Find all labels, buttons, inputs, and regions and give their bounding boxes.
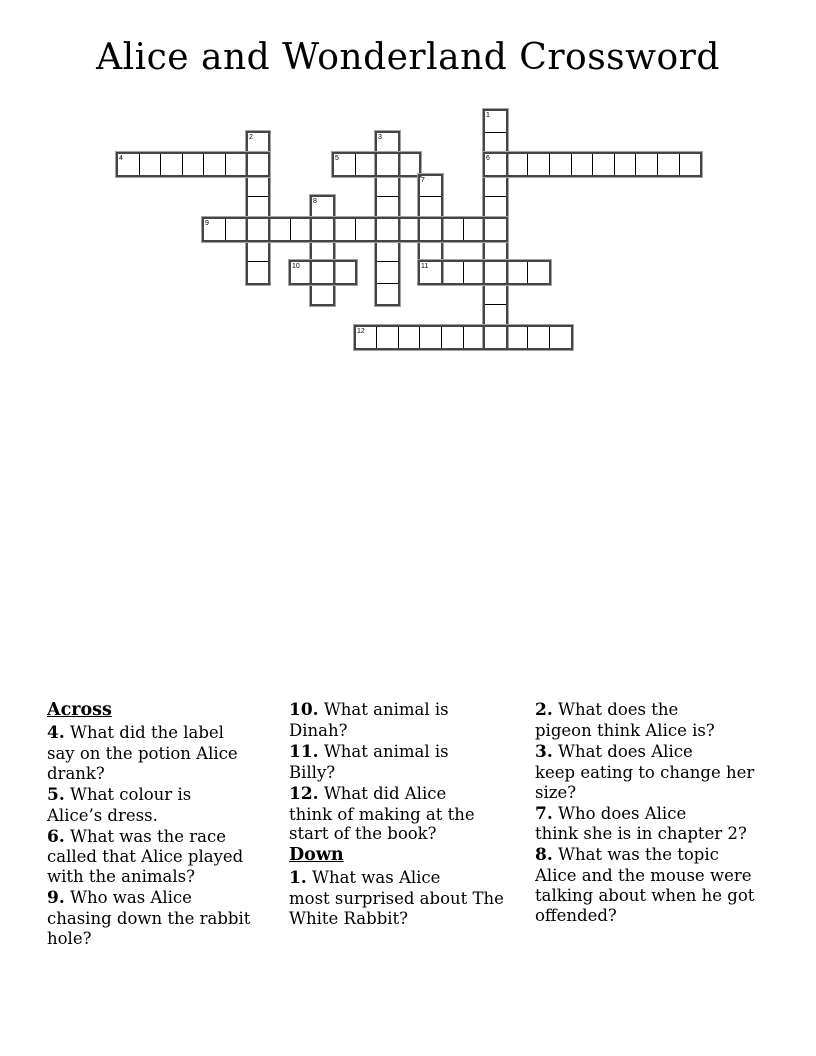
grid-cell <box>376 283 399 305</box>
cell-number: 7 <box>421 177 425 184</box>
cell-number: 8 <box>313 198 317 205</box>
grid-cell <box>549 153 572 176</box>
grid-cell <box>571 153 593 176</box>
grid-cell <box>398 153 420 176</box>
grid-cell <box>484 175 507 197</box>
clue-7: 7. Who does Alice think she is in chapter 2? <box>535 803 747 844</box>
grid-cell <box>527 326 550 349</box>
grid-cell <box>484 304 507 327</box>
grid-cell <box>376 326 399 349</box>
grid-cell <box>247 196 269 219</box>
grid-cell <box>484 240 507 262</box>
clue-11: 11. What animal is Billy? <box>289 741 449 782</box>
clue-number: 5. <box>47 784 65 805</box>
cell-number: 12 <box>357 328 365 335</box>
grid-cell <box>441 261 464 284</box>
grid-cell <box>657 153 680 176</box>
grid-cell <box>441 218 464 241</box>
clue-number: 9. <box>47 888 65 909</box>
clue-5: 5. What colour is Alice’s dress. <box>47 784 192 825</box>
cell-number: 5 <box>335 155 339 162</box>
grid-cell <box>247 240 269 262</box>
grid-cell <box>484 326 507 349</box>
grid-cell <box>225 153 248 176</box>
grid-cell <box>419 326 442 349</box>
clue-number: 7. <box>535 803 553 824</box>
grid-cell <box>376 175 399 197</box>
grid-cell <box>441 326 464 349</box>
cell-number: 10 <box>292 263 300 270</box>
clue-number: 3. <box>535 741 553 762</box>
clue-number: 1. <box>289 868 307 889</box>
grid-cell <box>419 240 442 262</box>
grid-cell <box>247 153 269 176</box>
grid-cell <box>182 153 204 176</box>
clues-column-right <box>535 700 781 927</box>
grid-cell <box>376 240 399 262</box>
grid-cell <box>376 261 399 284</box>
clue-10: 10. What animal is Dinah? <box>289 700 449 740</box>
clue-number: 2. <box>535 700 553 720</box>
puzzle-title: Alice and Wonderland Crossword <box>96 37 720 78</box>
cell-number: 6 <box>486 155 490 162</box>
grid-cell <box>376 153 399 176</box>
grid-cell <box>419 218 442 241</box>
clue-1: 1. What was Alice most surprised about The White Rabbit? <box>289 868 504 929</box>
clue-number: 12. <box>289 783 319 804</box>
grid-cell <box>484 196 507 219</box>
down-header: Down <box>289 845 344 866</box>
grid-cell <box>484 132 507 154</box>
clue-12: 12. What did Alice think of making at the start of the book? <box>289 783 475 844</box>
grid-cell <box>203 153 226 176</box>
grid-cell <box>463 261 485 284</box>
grid-cell <box>398 218 420 241</box>
grid-cell <box>311 261 334 284</box>
grid-cell <box>506 326 528 349</box>
grid-cell <box>484 283 507 305</box>
clue-2: 2. What does the pigeon think Alice is? <box>535 700 715 740</box>
cell-number: 1 <box>486 112 490 119</box>
grid-cell <box>355 153 377 176</box>
clue-8: 8. What was the topic Alice and the mouse were talking about when he got offended? <box>535 845 755 926</box>
grid-cell <box>549 326 572 349</box>
grid-cell <box>527 261 550 284</box>
grid-cell <box>419 196 442 219</box>
clue-number: 11. <box>289 741 319 762</box>
grid-cell <box>225 218 248 241</box>
grid-cell <box>160 153 183 176</box>
grid-cell <box>463 326 485 349</box>
clue-number: 4. <box>47 723 65 743</box>
grid-cell <box>463 218 485 241</box>
grid-cell <box>679 153 701 176</box>
grid-cell <box>635 153 658 176</box>
clue-number: 8. <box>535 845 553 866</box>
grid-cell <box>506 261 528 284</box>
grid-cell <box>484 261 507 284</box>
grid-cell <box>376 196 399 219</box>
grid-cell <box>484 218 507 241</box>
grid-cell <box>355 218 377 241</box>
grid-cell <box>311 240 334 262</box>
clue-number: 6. <box>47 826 65 847</box>
cell-number: 3 <box>378 134 382 141</box>
cell-number: 4 <box>119 155 123 162</box>
grid-cell <box>614 153 636 176</box>
clue-4: 4. What did the label say on the potion Alice drank? <box>47 723 238 783</box>
cell-number: 9 <box>205 220 209 227</box>
grid-cell <box>398 326 420 349</box>
grid-cell <box>376 218 399 241</box>
clues-column-middle <box>289 700 535 930</box>
clue-number: 10. <box>289 700 319 720</box>
grid-cell <box>268 218 291 241</box>
clue-3: 3. What does Alice keep eating to change her size? <box>535 741 755 802</box>
grid-cell <box>333 218 356 241</box>
clue-6: 6. What was the race called that Alice played with the animals? <box>47 826 244 887</box>
grid-cell <box>247 218 269 241</box>
grid-cell <box>506 153 528 176</box>
grid-cell <box>333 261 356 284</box>
grid-cell <box>311 218 334 241</box>
clue-9: 9. Who was Alice chasing down the rabbit hole? <box>47 888 251 949</box>
grid-cell <box>527 153 550 176</box>
grid-cell <box>311 283 334 305</box>
grid-cell <box>247 261 269 284</box>
grid-cell <box>139 153 161 176</box>
clues-column-left <box>47 700 285 950</box>
cell-number: 2 <box>249 134 253 141</box>
cell-number: 11 <box>421 263 429 270</box>
across-header: Across <box>47 700 112 720</box>
grid-cell <box>290 218 312 241</box>
grid-cell <box>592 153 615 176</box>
grid-cell <box>247 175 269 197</box>
